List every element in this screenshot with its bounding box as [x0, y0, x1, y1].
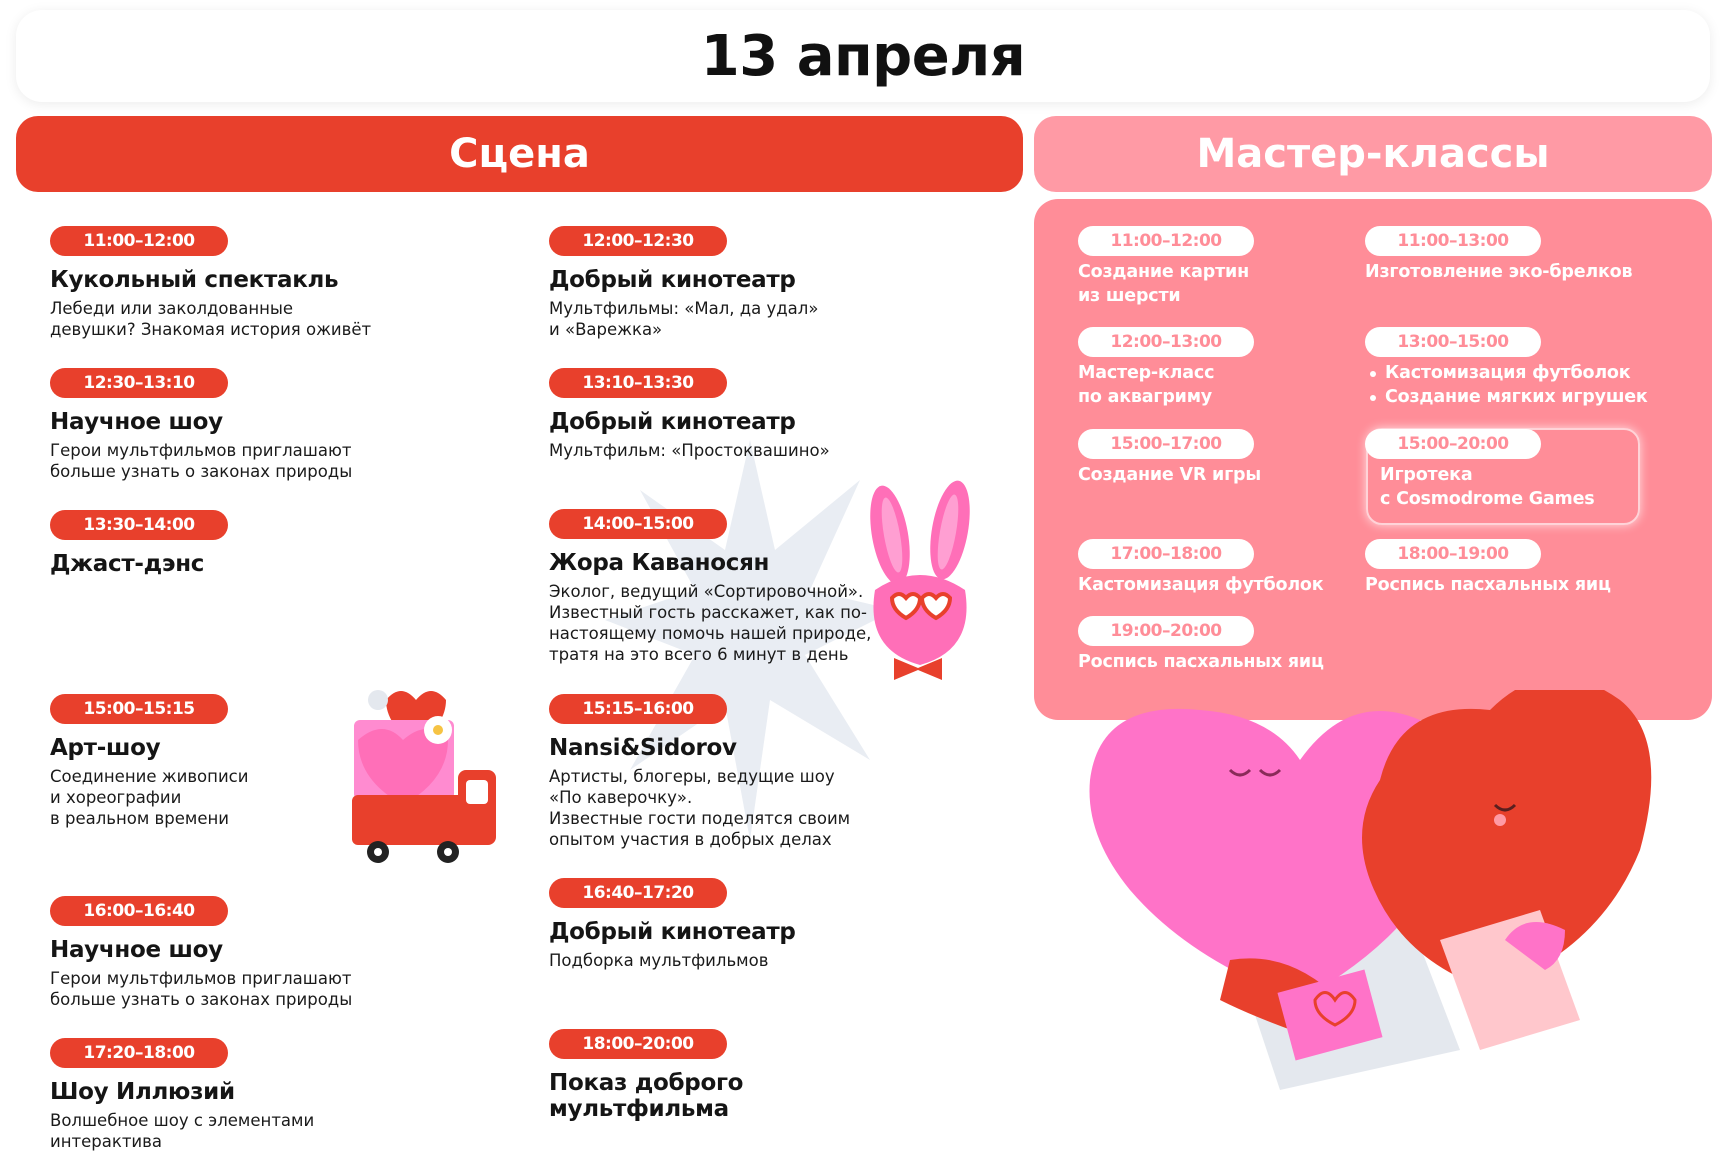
- time-badge: 15:00–17:00: [1078, 429, 1254, 459]
- time-badge: 12:30–13:10: [50, 368, 228, 398]
- scene-item: [549, 1029, 969, 1122]
- time-badge: 11:00–13:00: [1365, 226, 1541, 256]
- masterclass-title: Изготовление эко-брелков: [1365, 262, 1633, 282]
- masterclass-item: [1078, 539, 1378, 597]
- masterclass-title: Мастер-класс по аквагриму: [1078, 363, 1215, 407]
- time-badge: 18:00–19:00: [1365, 539, 1541, 569]
- event-title: Показ доброго мультфильма: [549, 1070, 744, 1122]
- event-title: Научное шоу: [50, 409, 223, 435]
- masterclass-title: Игротека с Cosmodrome Games: [1380, 465, 1595, 509]
- event-title: Nansi&Sidorov: [549, 735, 737, 761]
- scene-title: Сцена: [449, 131, 590, 177]
- scene-item: [50, 896, 470, 1010]
- event-description: Артисты, блогеры, ведущие шоу «По каверочку». Известные гости поделятся своим опытом участия в добрых делах: [549, 767, 851, 849]
- time-badge: 16:40–17:20: [549, 878, 727, 908]
- event-description: Герои мультфильмов приглашают больше узнать о законах природы: [50, 969, 353, 1009]
- time-badge: 15:00–15:15: [50, 694, 228, 724]
- masterclass-title: Роспись пасхальных яиц: [1365, 575, 1611, 595]
- bunny-illustration: [850, 480, 990, 680]
- scene-item: [50, 1038, 470, 1152]
- time-badge: 13:30–14:00: [50, 510, 228, 540]
- masterclass-item: [1365, 327, 1665, 409]
- scene-item: [549, 226, 969, 340]
- hearts-illustration: [1080, 690, 1700, 1110]
- event-title: Кукольный спектакль: [50, 267, 339, 293]
- event-title: Жора Каваносян: [549, 550, 770, 576]
- event-description: Мультфильмы: «Мал, да удал» и «Варежка»: [549, 299, 819, 339]
- scene-item: [549, 694, 969, 850]
- scene-item: [50, 510, 470, 577]
- event-description: Мультфильм: «Простоквашино»: [549, 441, 830, 460]
- masterclass-title: Создание VR игры: [1078, 465, 1261, 485]
- event-title: Научное шоу: [50, 937, 223, 963]
- time-badge: 19:00–20:00: [1078, 616, 1254, 646]
- time-badge: 18:00–20:00: [549, 1029, 727, 1059]
- event-title: Джаст-дэнс: [50, 551, 205, 577]
- masterclass-list: [1365, 361, 1665, 409]
- masterclass-title: Создание картин из шерсти: [1078, 262, 1250, 306]
- event-description: Соединение живописи и хореографии в реальном времени: [50, 767, 249, 828]
- time-badge: 13:10–13:30: [549, 368, 727, 398]
- scene-item: [50, 226, 470, 340]
- masterclass-item: [1365, 539, 1665, 597]
- event-title: Добрый кинотеатр: [549, 919, 796, 945]
- scene-item: [549, 878, 969, 971]
- masterclass-title: Роспись пасхальных яиц: [1078, 652, 1324, 672]
- event-title: Шоу Иллюзий: [50, 1079, 235, 1105]
- masterclass-item: [1078, 616, 1378, 674]
- time-badge: 12:00–12:30: [549, 226, 727, 256]
- masterclass-item: [1365, 226, 1665, 284]
- event-description: Лебеди или заколдованные девушки? Знакомая история оживёт: [50, 299, 372, 339]
- event-title: Арт-шоу: [50, 735, 161, 761]
- time-badge: 11:00–12:00: [50, 226, 228, 256]
- masterclasses-title: Мастер-классы: [1196, 131, 1550, 177]
- time-badge: 11:00–12:00: [1078, 226, 1254, 256]
- time-badge: 12:00–13:00: [1078, 327, 1254, 357]
- event-description: Герои мультфильмов приглашают больше узнать о законах природы: [50, 441, 353, 481]
- event-title: Добрый кинотеатр: [549, 409, 796, 435]
- time-badge: 14:00–15:00: [549, 509, 727, 539]
- event-description: Эколог, ведущий «Сортировочной». Известный гость расскажет, как по- настоящему помочь нашей природе, тратя на это всего 6 минут в день: [549, 582, 872, 664]
- masterclass-item: [1078, 429, 1378, 487]
- masterclass-item: [1078, 226, 1378, 308]
- scene-header: [16, 116, 1023, 192]
- time-badge: 17:00–18:00: [1078, 539, 1254, 569]
- scene-item: [549, 368, 969, 461]
- event-title: Добрый кинотеатр: [549, 267, 796, 293]
- time-badge: 16:00–16:40: [50, 896, 228, 926]
- masterclass-list-item: Кастомизация футболок: [1365, 361, 1665, 385]
- time-badge: 15:15–16:00: [549, 694, 727, 724]
- masterclass-item: [1078, 327, 1378, 409]
- time-badge: 17:20–18:00: [50, 1038, 228, 1068]
- event-description: Волшебное шоу с элементами интерактива: [50, 1111, 315, 1151]
- event-description: Подборка мультфильмов: [549, 951, 769, 970]
- page-title: 13 апреля: [700, 23, 1026, 89]
- truck-illustration: [338, 680, 528, 870]
- date-card: [16, 10, 1710, 102]
- masterclass-item: [1365, 429, 1665, 511]
- scene-item: [50, 368, 470, 482]
- time-badge: 15:00–20:00: [1365, 429, 1541, 459]
- masterclasses-header: [1034, 116, 1712, 192]
- masterclass-title: Кастомизация футболок: [1078, 575, 1324, 595]
- time-badge: 13:00–15:00: [1365, 327, 1541, 357]
- masterclass-list-item: Создание мягких игрушек: [1365, 385, 1665, 409]
